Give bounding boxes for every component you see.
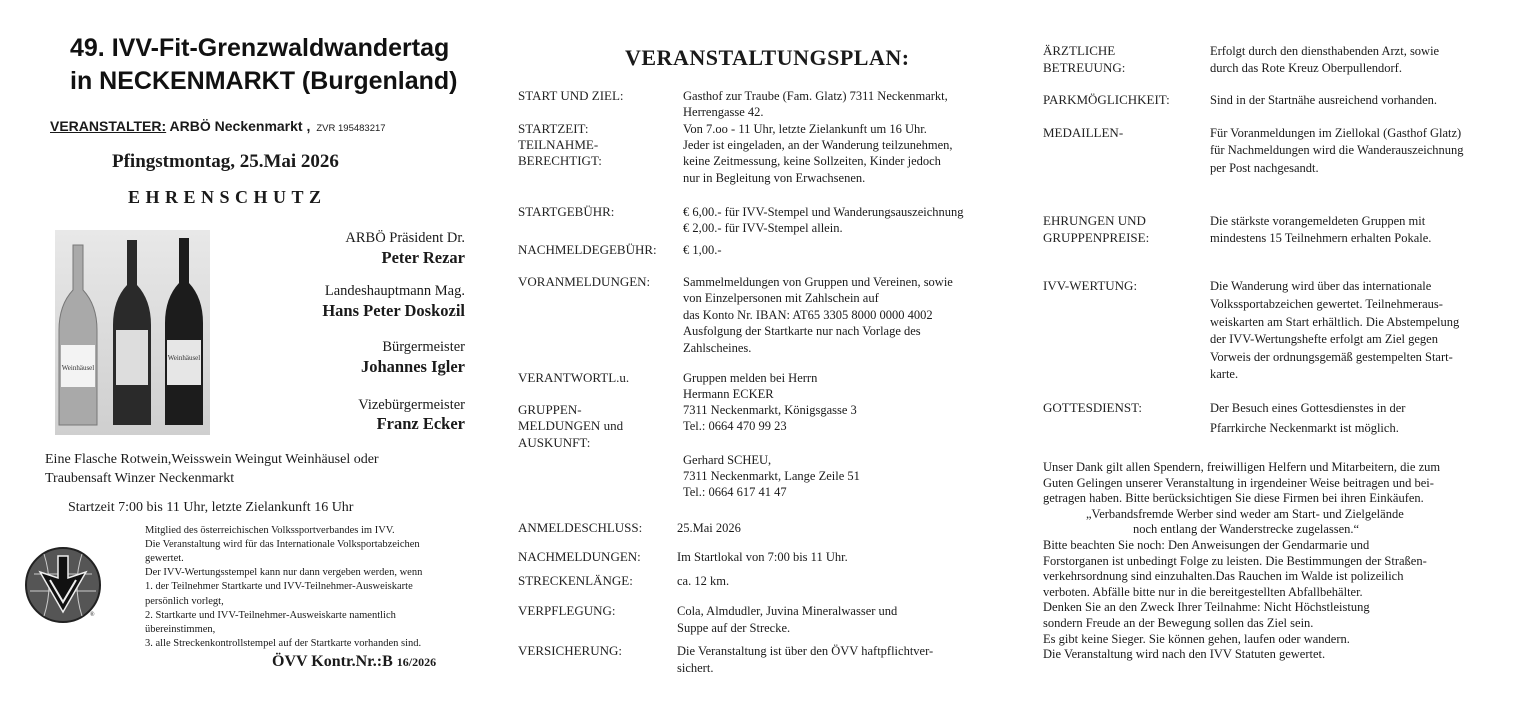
closing-line: Guten Gelingen unserer Veranstaltung in irgendeiner Weise beitragen und bei- bbox=[1043, 475, 1434, 490]
plan-label: TEILNAHME- bbox=[518, 137, 599, 152]
wine-label-1: Weinhäusel bbox=[61, 364, 95, 372]
plan-value: € 1,00.- bbox=[683, 243, 722, 257]
info-label: PARKMÖGLICHKEIT: bbox=[1043, 92, 1170, 107]
start-time-text: Startzeit 7:00 bis 11 Uhr, letzte Zielankunft 16 Uhr bbox=[68, 500, 354, 515]
info-value: durch das Rote Kreuz Oberpullendorf. bbox=[1210, 61, 1402, 75]
info-label: ÄRZTLICHE bbox=[1043, 43, 1116, 58]
plan-value: Im Startlokal von 7:00 bis 11 Uhr. bbox=[677, 550, 848, 564]
plan-label: ANMELDESCHLUSS: bbox=[518, 520, 643, 535]
closing-line: verboten. Abfälle bitte nur in die bereitgestellten Abfallbehälter. bbox=[1043, 584, 1363, 599]
plan-label: STRECKENLÄNGE: bbox=[518, 573, 633, 588]
patron-name: Hans Peter Doskozil bbox=[322, 301, 465, 320]
plan-label: STARTZEIT: bbox=[518, 121, 589, 136]
wine-bottles-photo bbox=[55, 230, 210, 435]
plan-label: GRUPPEN- bbox=[518, 402, 582, 417]
plan-value: Jeder ist eingeladen, an der Wanderung teilzunehmen, bbox=[683, 138, 953, 152]
patron-name: Johannes Igler bbox=[360, 357, 465, 376]
plan-label: STARTGEBÜHR: bbox=[518, 204, 615, 219]
plan-value: ca. 12 km. bbox=[677, 574, 730, 588]
info-label: EHRUNGEN UND bbox=[1043, 213, 1146, 228]
closing-line: verkehrsordnung sind einzuhalten.Das Rauchen im Walde ist polizeilich bbox=[1043, 569, 1404, 584]
info-value: per Post nachgesandt. bbox=[1210, 161, 1319, 175]
patron-name: Peter Rezar bbox=[381, 248, 465, 267]
control-label: ÖVV Kontr.Nr.:B bbox=[272, 653, 397, 670]
patronage-heading: EHRENSCHUTZ bbox=[128, 187, 327, 207]
plan-value: nur in Begleitung von Erwachsenen. bbox=[683, 171, 866, 185]
patron-role: Bürgermeister bbox=[382, 339, 465, 355]
closing-line: sondern Freude an der Bewegung sollen das Ziel sein. bbox=[1043, 616, 1314, 630]
ivv-info-line: 2. Startkarte und IVV-Teilnehmer-Ausweiskarte namentlich bbox=[145, 609, 396, 621]
info-value: karte. bbox=[1210, 367, 1239, 381]
closing-line: Unser Dank gilt allen Spendern, freiwilligen Helfern und Mitarbeitern, die zum bbox=[1043, 460, 1441, 474]
info-value: Erfolgt durch den diensthabenden Arzt, sowie bbox=[1210, 44, 1440, 58]
info-value: Die stärkste vorangemeldeten Gruppen mit bbox=[1210, 214, 1426, 228]
info-label: IVV-WERTUNG: bbox=[1043, 278, 1138, 293]
closing-line: Es gibt keine Sieger. Sie können gehen, laufen oder wandern. bbox=[1043, 631, 1350, 646]
plan-value: Gerhard SCHEU, bbox=[683, 453, 772, 467]
plan-value: 7311 Neckenmarkt, Lange Zeile 51 bbox=[683, 469, 860, 483]
ivv-info-line: Der IVV-Wertungsstempel kann nur dann vergeben werden, wenn bbox=[145, 567, 423, 579]
plan-label: VORANMELDUNGEN: bbox=[518, 274, 651, 289]
plan-value: € 6,00.- für IVV-Stempel und Wanderungsauszeichnung bbox=[683, 205, 964, 219]
control-value: 16/2026 bbox=[396, 655, 437, 669]
event-title: 49. IVV-Fit-Grenzwaldwandertag bbox=[70, 34, 450, 62]
organizer-label: VERANSTALTER: bbox=[50, 118, 167, 134]
info-label: GOTTESDIENST: bbox=[1043, 400, 1143, 415]
zvr-number: ZVR 195483217 bbox=[316, 123, 386, 134]
plan-value: von Einzelpersonen mit Zahlschein auf bbox=[683, 291, 879, 305]
info-value: Vorweis der ordnungsgemäß gestempelten Start- bbox=[1210, 350, 1453, 364]
plan-label: NACHMELDEGEBÜHR: bbox=[518, 242, 657, 257]
bottle-white-wine bbox=[59, 245, 97, 425]
event-date: Pfingstmontag, 25.Mai 2026 bbox=[112, 151, 339, 172]
plan-value: Tel.: 0664 470 99 23 bbox=[683, 419, 787, 433]
info-value: Pfarrkirche Neckenmarkt ist möglich. bbox=[1210, 421, 1399, 435]
organizer-line bbox=[50, 118, 386, 134]
plan-value: Ausfolgung der Startkarte nur nach Vorlage des bbox=[683, 324, 921, 338]
event-title-location: in NECKENMARKT (Burgenland) bbox=[70, 67, 458, 95]
ivv-info-line: persönlich vorlegt, bbox=[145, 595, 224, 607]
closing-line: getragen haben. Bitte berücksichtigen Sie diese Firmen bei ihren Einkäufen. bbox=[1043, 491, 1424, 506]
plan-value: Suppe auf der Strecke. bbox=[677, 621, 791, 635]
plan-value: Von 7.oo - 11 Uhr, letzte Zielankunft um 16 Uhr. bbox=[683, 122, 927, 136]
prize-text: Traubensaft Winzer Neckenmarkt bbox=[45, 471, 235, 486]
info-value: für Nachmeldungen wird die Wanderauszeichnung bbox=[1210, 143, 1464, 157]
ivv-info-line: 3. alle Streckenkontrollstempel auf der Startkarte vorhanden sind. bbox=[145, 637, 422, 649]
closing-line: Forstorganen ist unbedingt Folge zu leisten. Die Bestimmungen der Straßen- bbox=[1043, 553, 1427, 568]
plan-value: Sammelmeldungen von Gruppen und Vereinen, sowie bbox=[683, 275, 953, 289]
wine-label-2: Weinhäusel bbox=[167, 354, 201, 362]
plan-label: START UND ZIEL: bbox=[518, 88, 624, 103]
prize-text: Eine Flasche Rotwein,Weisswein Weingut Weinhäusel oder bbox=[45, 452, 379, 467]
info-value: Die Wanderung wird über das internationale bbox=[1210, 279, 1432, 293]
info-label: GRUPPENPREISE: bbox=[1043, 230, 1150, 245]
closing-line: „Verbandsfremde Werber sind weder am Start- und Zielgelände bbox=[1086, 506, 1404, 521]
plan-label: MELDUNGEN und bbox=[518, 418, 624, 433]
closing-line: Denken Sie an den Zweck Ihrer Teilnahme: Nicht Höchstleistung bbox=[1043, 600, 1370, 615]
plan-label: NACHMELDUNGEN: bbox=[518, 549, 641, 564]
ivv-info-line: übereinstimmen, bbox=[145, 623, 216, 635]
plan-value: keine Zeitmessung, keine Sollzeiten, Kinder jedoch bbox=[683, 154, 941, 168]
ivv-info-line: gewertet. bbox=[145, 553, 184, 565]
info-label: BETREUUNG: bbox=[1043, 60, 1126, 75]
ivv-info-line: Mitglied des österreichischen Volkssportverbandes im IVV. bbox=[145, 525, 395, 536]
patron-role: Vizebürgermeister bbox=[358, 397, 465, 413]
plan-value: € 2,00.- für IVV-Stempel allein. bbox=[683, 221, 843, 235]
patron-role: ARBÖ Präsident Dr. bbox=[345, 230, 465, 246]
info-value: Für Voranmeldungen im Ziellokal (Gasthof Glatz) bbox=[1210, 126, 1462, 140]
bottle-red-wine bbox=[165, 238, 203, 425]
bottle-juice bbox=[113, 240, 151, 425]
plan-label: BERECHTIGT: bbox=[518, 153, 602, 168]
plan-label: AUSKUNFT: bbox=[518, 435, 591, 450]
closing-line: noch entlang der Wanderstrecke zugelassen.“ bbox=[1133, 522, 1360, 537]
organizer-name: ARBÖ Neckenmarkt , bbox=[166, 118, 311, 134]
info-value: der IVV-Wertungshefte erfolgt am Ziel gegen bbox=[1210, 332, 1438, 346]
control-number bbox=[272, 652, 436, 672]
info-label: MEDAILLEN- bbox=[1043, 125, 1124, 140]
plan-heading: VERANSTALTUNGSPLAN: bbox=[625, 45, 910, 70]
ivv-info-line: 1. der Teilnehmer Startkarte und IVV-Teilnehmer-Ausweiskarte bbox=[145, 581, 413, 593]
info-value: Sind in der Startnähe ausreichend vorhanden. bbox=[1210, 93, 1438, 107]
info-value: Volkssportabzeichen gewertet. Teilnehmeraus- bbox=[1210, 297, 1443, 311]
plan-value: Cola, Almdudler, Juvina Mineralwasser und bbox=[677, 604, 898, 618]
plan-value: das Konto Nr. IBAN: AT65 3305 8000 0000 4002 bbox=[683, 308, 933, 322]
plan-value: Gasthof zur Traube (Fam. Glatz) 7311 Neckenmarkt, bbox=[683, 89, 948, 103]
closing-line: Bitte beachten Sie noch: Den Anweisungen der Gendarmarie und bbox=[1043, 538, 1370, 552]
plan-value: Tel.: 0664 617 41 47 bbox=[683, 485, 787, 499]
plan-value: Herrengasse 42. bbox=[683, 105, 764, 119]
plan-value: 25.Mai 2026 bbox=[677, 521, 741, 535]
plan-value: 7311 Neckenmarkt, Königsgasse 3 bbox=[683, 403, 857, 417]
plan-label: VERSICHERUNG: bbox=[518, 643, 623, 658]
plan-value: sichert. bbox=[677, 661, 714, 675]
plan-label: VERANTWORTL.u. bbox=[518, 370, 630, 385]
plan-value: Gruppen melden bei Herrn bbox=[683, 371, 818, 385]
ivv-logo bbox=[24, 546, 102, 629]
ivv-info-line: Die Veranstaltung wird für das Internationale Volksportabzeichen bbox=[145, 539, 420, 551]
patron-name: Franz Ecker bbox=[376, 414, 465, 433]
plan-value: Zahlscheines. bbox=[683, 341, 752, 355]
plan-value: Die Veranstaltung ist über den ÖVV haftpflichtver- bbox=[677, 644, 934, 658]
plan-label: VERPFLEGUNG: bbox=[518, 603, 616, 618]
closing-line: Die Veranstaltung wird nach den IVV Statuten gewertet. bbox=[1043, 647, 1326, 662]
plan-value: Hermann ECKER bbox=[683, 387, 774, 401]
info-value: weiskarten am Start erhältlich. Die Abstempelung bbox=[1210, 315, 1460, 329]
info-value: mindestens 15 Teilnehmern erhalten Pokale. bbox=[1210, 231, 1432, 245]
patron-role: Landeshauptmann Mag. bbox=[324, 283, 465, 299]
svg-text:®: ® bbox=[90, 612, 95, 618]
info-value: Der Besuch eines Gottesdienstes in der bbox=[1210, 401, 1406, 415]
